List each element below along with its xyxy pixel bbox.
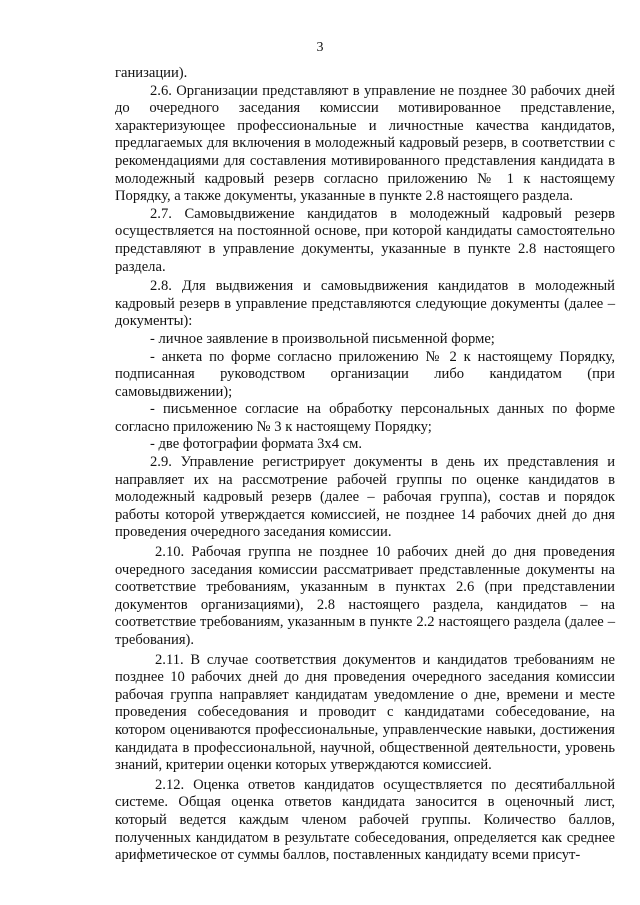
page-number: 3 <box>316 40 324 55</box>
paragraph-2-7: 2.7. Самовыдвижение кандидатов в молодежный кадровый резерв осуществляется на постоянной основе, при которой кандидаты самостоятельно представляют в управление документы, указанные в пункте 2.8 настоящего раздела. <box>115 205 615 275</box>
paragraph-2-8: 2.8. Для выдвижения и самовыдвижения кандидатов в молодежный кадровый резерв в управление представляются следующие документы (далее – документы): <box>115 278 615 330</box>
paragraph-continuation: ганизации). <box>115 65 188 81</box>
list-item-application: - личное заявление в произвольной письменной форме; <box>150 330 495 347</box>
paragraph-2-6: 2.6. Организации представляют в управление не позднее 30 рабочих дней до очередного заседания комиссии мотивированное представление, характеризующее профессиональные и личностные качества кандидатов, предлагаемых для включения в молодежный кадровый резерв, в соответствии с рекомендациями для составления мотивированного представления кандидата в молодежный кадровый резерв согласно приложению № 1 к настоящему Порядку, а также документы, указанные в пункте 2.8 настоящего раздела. <box>115 82 615 205</box>
paragraph-2-9: 2.9. Управление регистрирует документы в день их представления и направляет их на рассмотрение рабочей группы по оценке кандидатов в молодежный кадровый резерв (далее – рабочая группа), состав и порядок работы которой утверждается комиссией, не позднее 14 рабочих дней до дня проведения очередного заседания комиссии. <box>115 454 615 541</box>
list-item-photos: - две фотографии формата 3х4 см. <box>150 436 363 453</box>
list-item-questionnaire: - анкета по форме согласно приложению № 2 к настоящему Порядку, подписанная руководством организации либо кандидатом (при самовыдвижении); <box>115 348 615 400</box>
paragraph-2-12: 2.12. Оценка ответов кандидатов осуществляется по десятибалльной системе. Общая оценка ответов кандидата заносится в оценочный лист, который ведется каждым членом рабочей группы. Количество баллов, полученных кандидатом в результате собеседования, определяется как среднее арифметическое от суммы баллов, поставленных кандидату всеми присут- <box>115 776 615 864</box>
paragraph-2-11: 2.11. В случае соответствия документов и кандидатов требованиям не позднее 10 рабочих дней до дня проведения очередного заседания комиссии рабочая группа направляет кандидатам уведомление о дне, времени и месте проведения собеседования и проводит с кандидатами собеседование, на котором оцениваются профессиональные, управленческие навыки, достижения кандидата в профессиональной, научной, общественной деятельности, уровень знаний, критерии оценки которых утверждаются комиссией. <box>115 651 615 774</box>
paragraph-2-10: 2.10. Рабочая группа не позднее 10 рабочих дней до дня проведения очередного заседания комиссии рассматривает представленные документы на соответствие требованиям, указанным в пунктах 2.6 (при представлении документов организациями), 2.8 настоящего раздела, кандидатов – на соответствие требованиям, указанным в пункте 2.2 настоящего раздела (далее – требования). <box>115 544 615 648</box>
document-body <box>115 65 615 865</box>
list-item-consent: - письменное согласие на обработку персональных данных по форме согласно приложению № 3 к настоящему Порядку; <box>115 401 615 435</box>
